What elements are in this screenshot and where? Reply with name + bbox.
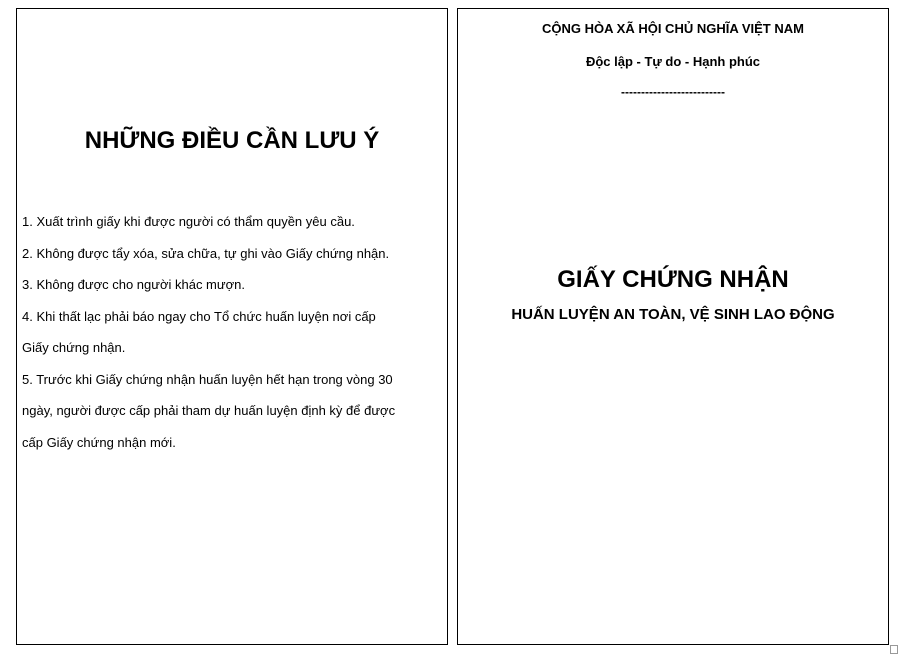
certificate-title: GIẤY CHỨNG NHẬN (557, 266, 789, 293)
note-line: 2. Không được tẩy xóa, sửa chữa, tự ghi vào Giấy chứng nhận. (22, 245, 390, 261)
note-line: ngày, người được cấp phải tham dự huấn luyện định kỳ để được (22, 403, 396, 418)
national-motto: Độc lập - Tự do - Hạnh phúc (585, 54, 761, 69)
note-line: 5. Trước khi Giấy chứng nhận huấn luyện hết hạn trong vòng 30 (22, 371, 393, 387)
note-line: 4. Khi thất lạc phải báo ngay cho Tổ chức huấn luyện nơi cấp (22, 308, 376, 324)
page-corner-marker (890, 645, 898, 654)
right-page (457, 8, 889, 645)
national-title: CỘNG HÒA XÃ HỘI CHỦ NGHĨA VIỆT NAM (542, 21, 804, 36)
left-page (16, 8, 448, 645)
note-line: cấp Giấy chứng nhận mới. (22, 434, 176, 450)
note-line: 3. Không được cho người khác mượn. (22, 277, 245, 292)
note-line: 1. Xuất trình giấy khi được người có thẩm quyền yêu cầu. (22, 214, 355, 229)
header-separator: -------------------------- (621, 85, 725, 99)
notes-title: NHỮNG ĐIỀU CẦN LƯU Ý (84, 127, 380, 154)
note-line: Giấy chứng nhận. (22, 340, 126, 355)
certificate-subtitle: HUẤN LUYỆN AN TOÀN, VỆ SINH LAO ĐỘNG (511, 306, 835, 323)
notes-list (22, 206, 462, 458)
